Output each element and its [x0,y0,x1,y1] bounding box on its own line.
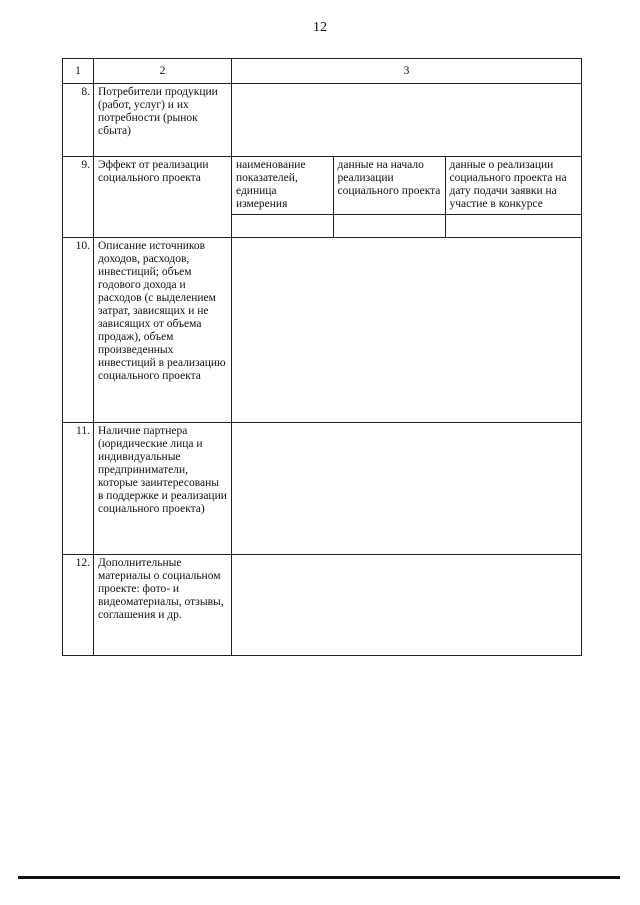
table-row [63,84,582,157]
subtable-header-row [232,157,582,215]
effect-subtable [232,157,582,237]
row-number: 11. [63,423,94,555]
row-value-cell[interactable] [232,84,582,157]
column-number-row [63,59,582,84]
bottom-rule [18,876,620,879]
page-number: 12 [313,20,327,35]
row-value-cell[interactable] [232,238,582,423]
table-row [63,238,582,423]
subtable-input-row [232,215,582,238]
row-number: 8. [63,84,94,157]
start-data-cell[interactable] [333,215,445,238]
row-label: Наличие партнера (юридические лица и индивидуальные предприниматели, которые заинтересованы в поддержке и реализации социального проекта) [94,423,232,555]
application-date-data-header: данные о реализации социального проекта на дату подачи заявки на участие в конкурсе [445,157,582,215]
indicator-name-header: наименование показателей, единица измерения [232,157,333,215]
row-number: 10. [63,238,94,423]
row-label: Описание источников доходов, расходов, инвестиций; объем годового дохода и расходов (с выделением затрат, зависящих и не зависящих от объема продаж), объем произведенных инвестиций в реализацию социального проекта [94,238,232,423]
indicator-name-cell[interactable] [232,215,333,238]
column-header-2: 2 [94,59,232,84]
table-row [63,423,582,555]
row-label: Потребители продукции (работ, услуг) и их потребности (рынок сбыта) [94,84,232,157]
row-label: Дополнительные материалы о социальном проекте: фото- и видеоматериалы, отзывы, соглашения и др. [94,555,232,656]
column-header-1: 1 [63,59,94,84]
row-value-cell[interactable] [232,555,582,656]
application-date-data-cell[interactable] [445,215,582,238]
effect-subtable-cell [232,157,582,238]
table-row [63,157,582,238]
table-row [63,555,582,656]
column-header-3: 3 [232,59,582,84]
row-label: Эффект от реализации социального проекта [94,157,232,238]
row-number: 12. [63,555,94,656]
row-number: 9. [63,157,94,238]
application-form-table [62,58,582,656]
start-data-header: данные на начало реализации социального проекта [333,157,445,215]
row-value-cell[interactable] [232,423,582,555]
